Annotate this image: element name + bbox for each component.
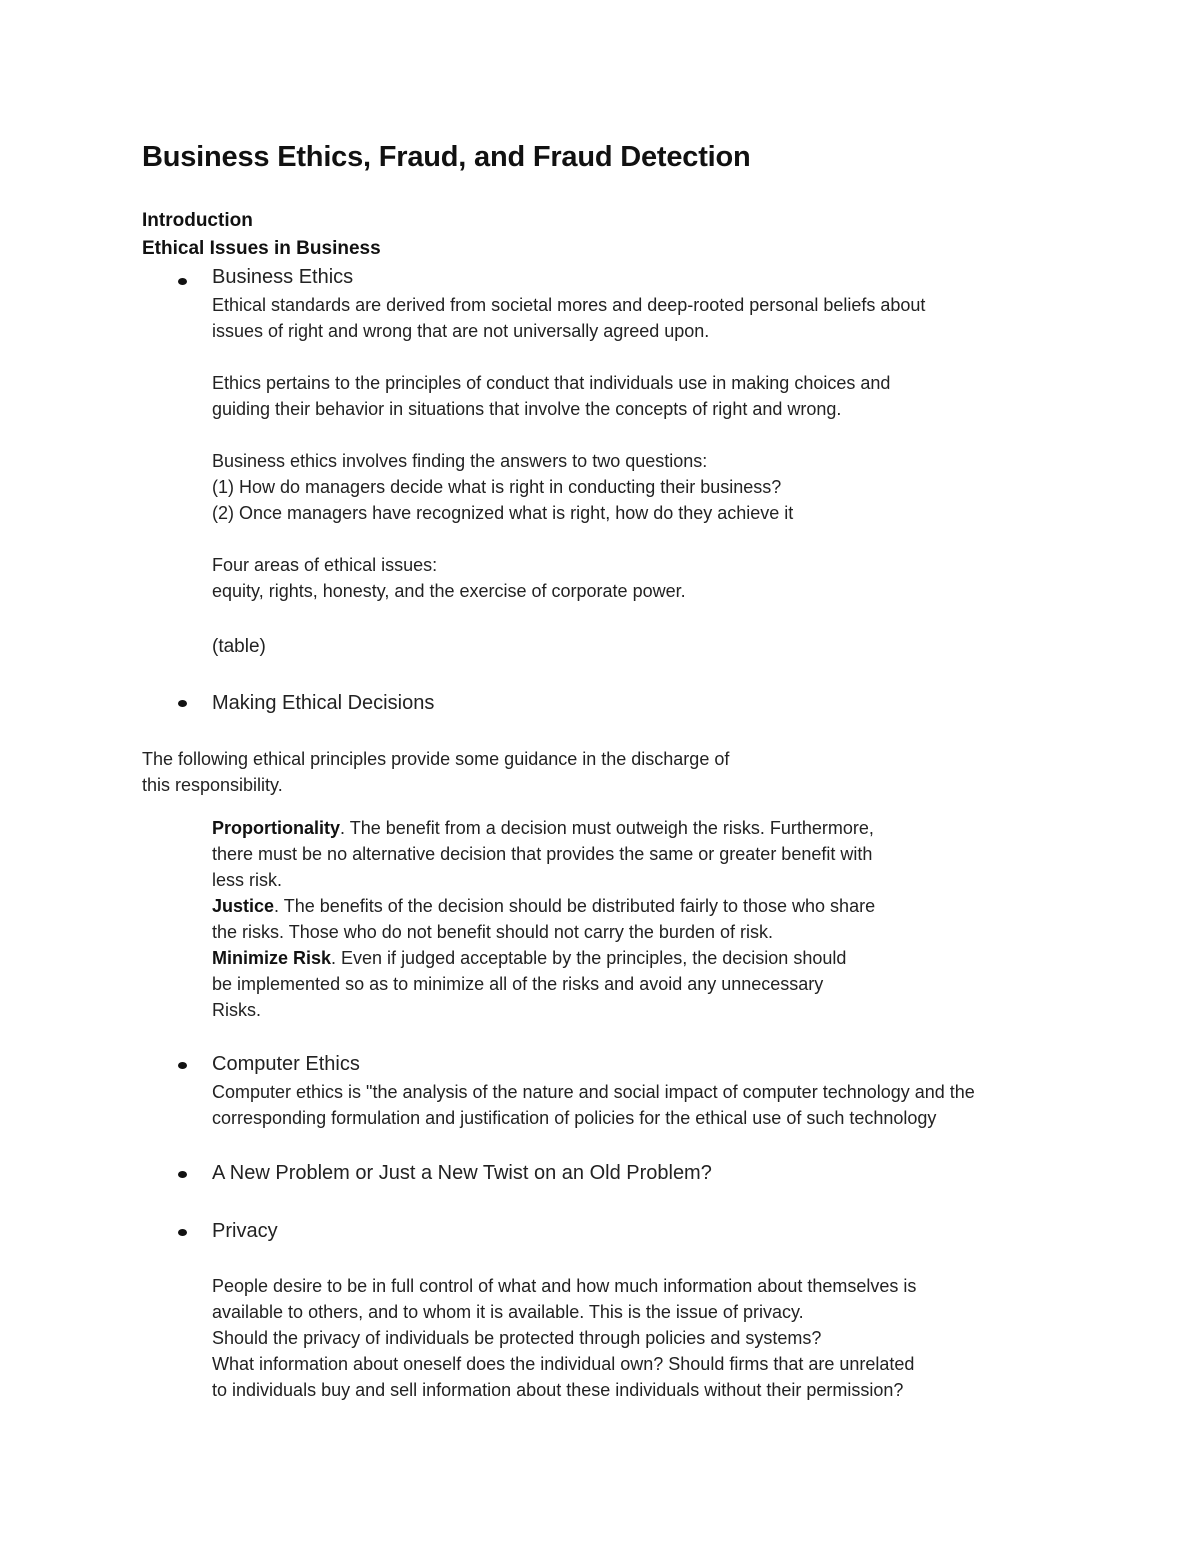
principle-term: Minimize Risk [212, 948, 332, 968]
bullet-icon [178, 1062, 187, 1069]
paragraph-line: available to others, and to whom it is available. This is the issue of privacy. [212, 1302, 804, 1322]
bullet-icon [178, 278, 187, 285]
principle-term: Proportionality [212, 818, 341, 838]
paragraph-line: (1) How do managers decide what is right in conducting their business? [212, 477, 782, 497]
paragraph-line: (2) Once managers have recognized what is right, how do they achieve it [212, 503, 794, 523]
paragraph-line: issues of right and wrong that are not universally agreed upon. [212, 321, 710, 341]
principle-minimize-risk [212, 947, 846, 969]
paragraph-line: What information about oneself does the individual own? Should firms that are unrelated [212, 1354, 915, 1374]
paragraph-line: People desire to be in full control of what and how much information about themselves is [212, 1276, 917, 1296]
bullet-privacy: Privacy [212, 1220, 278, 1242]
paragraph-line: Computer ethics is "the analysis of the nature and social impact of computer technology and the [212, 1082, 975, 1102]
bullet-icon [178, 1171, 187, 1178]
paragraph-line: less risk. [212, 870, 283, 890]
principle-text: . The benefit from a decision must outweigh the risks. Furthermore, [340, 818, 874, 838]
bullet-icon [178, 1229, 187, 1236]
paragraph-line: the risks. Those who do not benefit should not carry the burden of risk. [212, 922, 773, 942]
heading-ethical-issues: Ethical Issues in Business [142, 238, 381, 259]
paragraph-line: be implemented so as to minimize all of the risks and avoid any unnecessary [212, 974, 824, 994]
bullet-new-problem: A New Problem or Just a New Twist on an Old Problem? [212, 1162, 712, 1184]
paragraph-line: Should the privacy of individuals be protected through policies and systems? [212, 1328, 822, 1348]
paragraph-line: Ethical standards are derived from societal mores and deep-rooted personal beliefs about [212, 295, 926, 315]
table-placeholder: (table) [212, 636, 266, 657]
bullet-computer-ethics: Computer Ethics [212, 1053, 360, 1075]
bullet-making-ethical-decisions: Making Ethical Decisions [212, 692, 435, 714]
paragraph-line: guiding their behavior in situations that involve the concepts of right and wrong. [212, 399, 842, 419]
paragraph-line: Ethics pertains to the principles of conduct that individuals use in making choices and [212, 373, 891, 393]
principle-justice [212, 895, 875, 917]
paragraph-line: Four areas of ethical issues: [212, 555, 438, 575]
paragraph-line: Risks. [212, 1000, 261, 1020]
paragraph-line: this responsibility. [142, 775, 283, 795]
principle-text: . Even if judged acceptable by the principles, the decision should [331, 948, 847, 968]
principle-text: . The benefits of the decision should be distributed fairly to those who share [274, 896, 876, 916]
paragraph-line: The following ethical principles provide some guidance in the discharge of [142, 749, 730, 769]
paragraph-line: there must be no alternative decision that provides the same or greater benefit with [212, 844, 873, 864]
bullet-business-ethics: Business Ethics [212, 266, 354, 288]
paragraph-line: corresponding formulation and justification of policies for the ethical use of such technology [212, 1108, 937, 1128]
principle-proportionality [212, 817, 874, 839]
heading-introduction: Introduction [142, 210, 253, 231]
paragraph-line: Business ethics involves finding the answers to two questions: [212, 451, 708, 471]
paragraph-line: equity, rights, honesty, and the exercise of corporate power. [212, 581, 686, 601]
page-title: Business Ethics, Fraud, and Fraud Detection [142, 141, 751, 173]
paragraph-line: to individuals buy and sell information about these individuals without their permission? [212, 1380, 904, 1400]
bullet-icon [178, 700, 187, 707]
principle-term: Justice [212, 896, 275, 916]
